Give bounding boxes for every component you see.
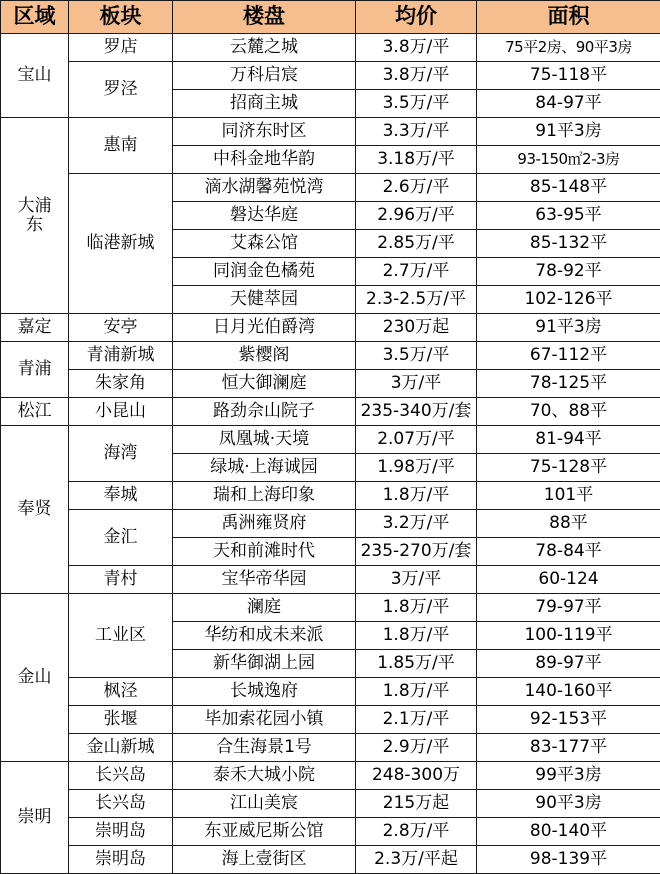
table-row [1, 314, 660, 342]
sector-cell: 金汇 [69, 510, 173, 566]
price-cell: 235-270万/套 [356, 538, 477, 566]
table-row [1, 510, 660, 538]
area-cell: 80-140平 [477, 818, 660, 846]
area-cell: 98-139平 [477, 846, 660, 874]
area-cell: 89-97平 [477, 650, 660, 678]
sector-cell: 金山新城 [69, 734, 173, 762]
sector-cell: 枫泾 [69, 678, 173, 706]
price-cell: 235-340万/套 [356, 398, 477, 426]
estate-cell: 宝华帝华园 [173, 566, 356, 594]
table-row [1, 594, 660, 622]
area-cell: 102-126平 [477, 286, 660, 314]
price-cell: 3万/平 [356, 370, 477, 398]
estate-cell: 天健萃园 [173, 286, 356, 314]
price-cell: 1.8万/平 [356, 594, 477, 622]
estate-cell: 绿城·上海诚园 [173, 454, 356, 482]
price-cell: 3.8万/平 [356, 62, 477, 90]
area-cell: 78-92平 [477, 258, 660, 286]
estate-cell: 禹洲雍贤府 [173, 510, 356, 538]
estate-cell: 恒大御澜庭 [173, 370, 356, 398]
price-cell: 2.6万/平 [356, 174, 477, 202]
estate-cell: 东亚威尼斯公馆 [173, 818, 356, 846]
price-cell: 2.85万/平 [356, 230, 477, 258]
table-body [1, 34, 660, 874]
sector-cell: 朱家角 [69, 370, 173, 398]
table-row [1, 846, 660, 874]
area-cell: 99平3房 [477, 762, 660, 790]
price-cell: 2.96万/平 [356, 202, 477, 230]
district-cell: 奉贤 [1, 426, 69, 594]
price-cell: 1.8万/平 [356, 678, 477, 706]
district-cell: 崇明 [1, 762, 69, 874]
sector-cell: 小昆山 [69, 398, 173, 426]
table-row [1, 706, 660, 734]
area-cell: 78-125平 [477, 370, 660, 398]
price-cell: 1.8万/平 [356, 622, 477, 650]
sector-cell: 罗店 [69, 34, 173, 62]
area-cell: 67-112平 [477, 342, 660, 370]
area-cell: 88平 [477, 510, 660, 538]
estate-cell: 澜庭 [173, 594, 356, 622]
table-row [1, 426, 660, 454]
price-cell: 215万起 [356, 790, 477, 818]
price-cell: 230万起 [356, 314, 477, 342]
area-cell: 78-84平 [477, 538, 660, 566]
table-row [1, 818, 660, 846]
table-row [1, 790, 660, 818]
estate-cell: 磐达华庭 [173, 202, 356, 230]
sector-cell: 安亭 [69, 314, 173, 342]
header-area: 面积 [477, 1, 660, 34]
estate-cell: 新华御湖上园 [173, 650, 356, 678]
sector-cell: 张堰 [69, 706, 173, 734]
price-cell: 3.2万/平 [356, 510, 477, 538]
district-cell: 青浦 [1, 342, 69, 398]
sector-cell: 工业区 [69, 594, 173, 678]
estate-cell: 江山美宸 [173, 790, 356, 818]
sector-cell: 罗泾 [69, 62, 173, 118]
estate-cell: 海上壹街区 [173, 846, 356, 874]
price-cell: 3.5万/平 [356, 342, 477, 370]
area-cell: 81-94平 [477, 426, 660, 454]
area-cell: 85-132平 [477, 230, 660, 258]
table-row [1, 118, 660, 146]
table-row [1, 370, 660, 398]
price-cell: 1.98万/平 [356, 454, 477, 482]
table-row [1, 34, 660, 62]
area-cell: 63-95平 [477, 202, 660, 230]
estate-cell: 华纺和成未来派 [173, 622, 356, 650]
area-cell: 93-150㎡2-3房 [477, 146, 660, 174]
table-row [1, 566, 660, 594]
estate-cell: 万科启宸 [173, 62, 356, 90]
price-cell: 2.7万/平 [356, 258, 477, 286]
price-cell: 2.9万/平 [356, 734, 477, 762]
estate-cell: 云麓之城 [173, 34, 356, 62]
estate-cell: 长城逸府 [173, 678, 356, 706]
table-row [1, 678, 660, 706]
sector-cell: 青村 [69, 566, 173, 594]
district-cell: 松江 [1, 398, 69, 426]
header-district: 区域 [1, 1, 69, 34]
price-cell: 2.3万/平起 [356, 846, 477, 874]
sector-cell: 惠南 [69, 118, 173, 174]
sector-cell: 奉城 [69, 482, 173, 510]
area-cell: 91平3房 [477, 314, 660, 342]
area-cell: 79-97平 [477, 594, 660, 622]
table-row [1, 734, 660, 762]
district-cell: 大浦 东 [1, 118, 69, 314]
estate-cell: 路劲佘山院子 [173, 398, 356, 426]
sector-cell: 长兴岛 [69, 762, 173, 790]
estate-cell: 毕加索花园小镇 [173, 706, 356, 734]
estate-cell: 紫樱阁 [173, 342, 356, 370]
header-row [1, 1, 660, 34]
area-cell: 75-128平 [477, 454, 660, 482]
area-cell: 85-148平 [477, 174, 660, 202]
price-cell: 1.8万/平 [356, 482, 477, 510]
estate-cell: 日月光伯爵湾 [173, 314, 356, 342]
sector-cell: 崇明岛 [69, 846, 173, 874]
area-cell: 91平3房 [477, 118, 660, 146]
area-cell: 100-119平 [477, 622, 660, 650]
header-estate: 楼盘 [173, 1, 356, 34]
area-cell: 83-177平 [477, 734, 660, 762]
estate-cell: 中科金地华韵 [173, 146, 356, 174]
price-cell: 3万/平 [356, 566, 477, 594]
estate-cell: 合生海景1号 [173, 734, 356, 762]
area-cell: 92-153平 [477, 706, 660, 734]
area-cell: 90平3房 [477, 790, 660, 818]
district-cell: 嘉定 [1, 314, 69, 342]
sector-cell: 长兴岛 [69, 790, 173, 818]
district-cell: 宝山 [1, 34, 69, 118]
price-cell: 248-300万 [356, 762, 477, 790]
sector-cell: 崇明岛 [69, 818, 173, 846]
estate-cell: 凤凰城·天境 [173, 426, 356, 454]
price-cell: 2.1万/平 [356, 706, 477, 734]
price-cell: 1.85万/平 [356, 650, 477, 678]
estate-cell: 瑞和上海印象 [173, 482, 356, 510]
sector-cell: 青浦新城 [69, 342, 173, 370]
price-cell: 3.5万/平 [356, 90, 477, 118]
sector-cell: 海湾 [69, 426, 173, 482]
sector-cell: 临港新城 [69, 174, 173, 314]
estate-cell: 招商主城 [173, 90, 356, 118]
area-cell: 70、88平 [477, 398, 660, 426]
estate-cell: 泰禾大城小院 [173, 762, 356, 790]
estate-cell: 艾森公馆 [173, 230, 356, 258]
area-cell: 75平2房、90平3房 [477, 34, 660, 62]
table-row [1, 62, 660, 90]
table-row [1, 482, 660, 510]
district-cell: 金山 [1, 594, 69, 762]
price-cell: 2.8万/平 [356, 818, 477, 846]
area-cell: 75-118平 [477, 62, 660, 90]
estate-cell: 同润金色橘苑 [173, 258, 356, 286]
price-cell: 3.8万/平 [356, 34, 477, 62]
table-row [1, 762, 660, 790]
price-cell: 3.18万/平 [356, 146, 477, 174]
table-row [1, 174, 660, 202]
area-cell: 101平 [477, 482, 660, 510]
area-cell: 84-97平 [477, 90, 660, 118]
area-cell: 140-160平 [477, 678, 660, 706]
table-row [1, 398, 660, 426]
header-sector: 板块 [69, 1, 173, 34]
estate-cell: 滴水湖馨苑悦湾 [173, 174, 356, 202]
estate-cell: 同济东时区 [173, 118, 356, 146]
header-price: 均价 [356, 1, 477, 34]
price-cell: 2.3-2.5万/平 [356, 286, 477, 314]
price-cell: 2.07万/平 [356, 426, 477, 454]
area-cell: 60-124 [477, 566, 660, 594]
table-row [1, 342, 660, 370]
estate-cell: 天和前滩时代 [173, 538, 356, 566]
price-cell: 3.3万/平 [356, 118, 477, 146]
